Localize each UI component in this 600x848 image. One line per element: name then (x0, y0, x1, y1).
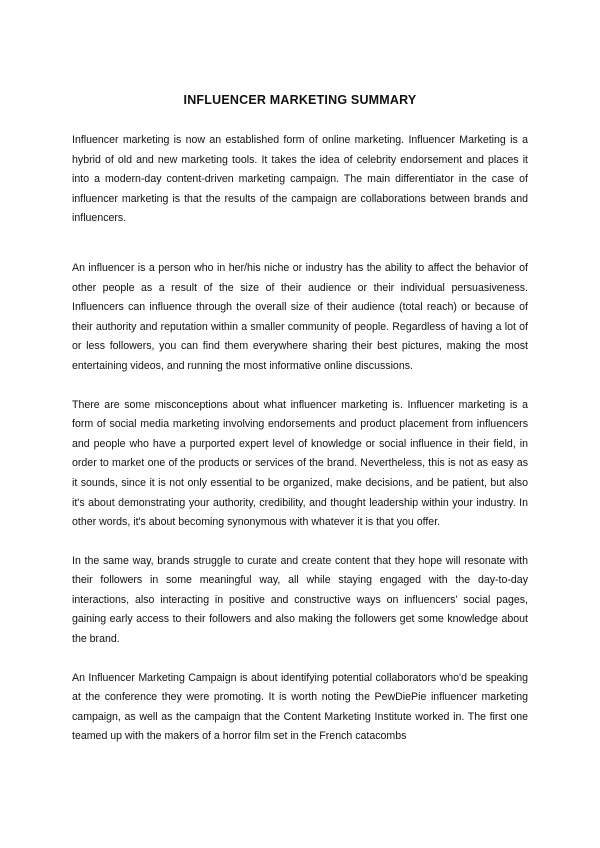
document-body (72, 131, 528, 747)
paragraph-influencer-definition: An influencer is a person who in her/his niche or industry has the ability to affect the behavior of other people as a result of the size of their audience or their individual persuasiveness. Influencers can influence through the overall size of their audience (total reach) or because of their authority and reputation within a smaller community of people. Regardless of having a lot of or less followers, you can find them everywhere sharing their best pictures, making the most entertaining videos, and running the most informative online discussions. (72, 261, 528, 372)
paragraph-misconceptions: There are some misconceptions about what influencer marketing is. Influencer marketing is a form of social media marketing involving endorsements and product placement from influencers and people who have a purported expert level of knowledge or social influence in their field, in order to market one of the products or services of the brand. Nevertheless, this is not as easy as it sounds, since it is not only essential to be organized, make decisions, and be patient, but also it's about demonstrating your authority, credibility, and thought leadership within your industry. In other words, it's about becoming synonymous with whatever it is that you offer. (72, 398, 528, 529)
paragraph-intro: Influencer marketing is now an established form of online marketing. Influencer Marketing is a hybrid of old and new marketing tools. It takes the idea of celebrity endorsement and places it into a modern-day content-driven marketing campaign. The main differentiator in the case of influencer marketing is that the results of the campaign are collaborations between brands and influencers. (72, 134, 528, 225)
paragraph-brand-struggles: In the same way, brands struggle to curate and create content that they hope will resonate with their followers in some meaningful way, all while staying engaged with the day-to-day interactions, also interacting in positive and constructive ways on influencers' social pages, gaining early access to their followers and also making the followers get some knowledge about the brand. (72, 554, 528, 646)
paragraph-campaign: An Influencer Marketing Campaign is about identifying potential collaborators who'd be speaking at the conference they were promoting. It is worth noting the PewDiePie influencer marketing campaign, as well as the campaign that the Content Marketing Institute worked in. The first one teamed up with the makers of a horror film set in the French catacombs (72, 671, 528, 743)
document-title: INFLUENCER MARKETING SUMMARY (183, 93, 417, 107)
